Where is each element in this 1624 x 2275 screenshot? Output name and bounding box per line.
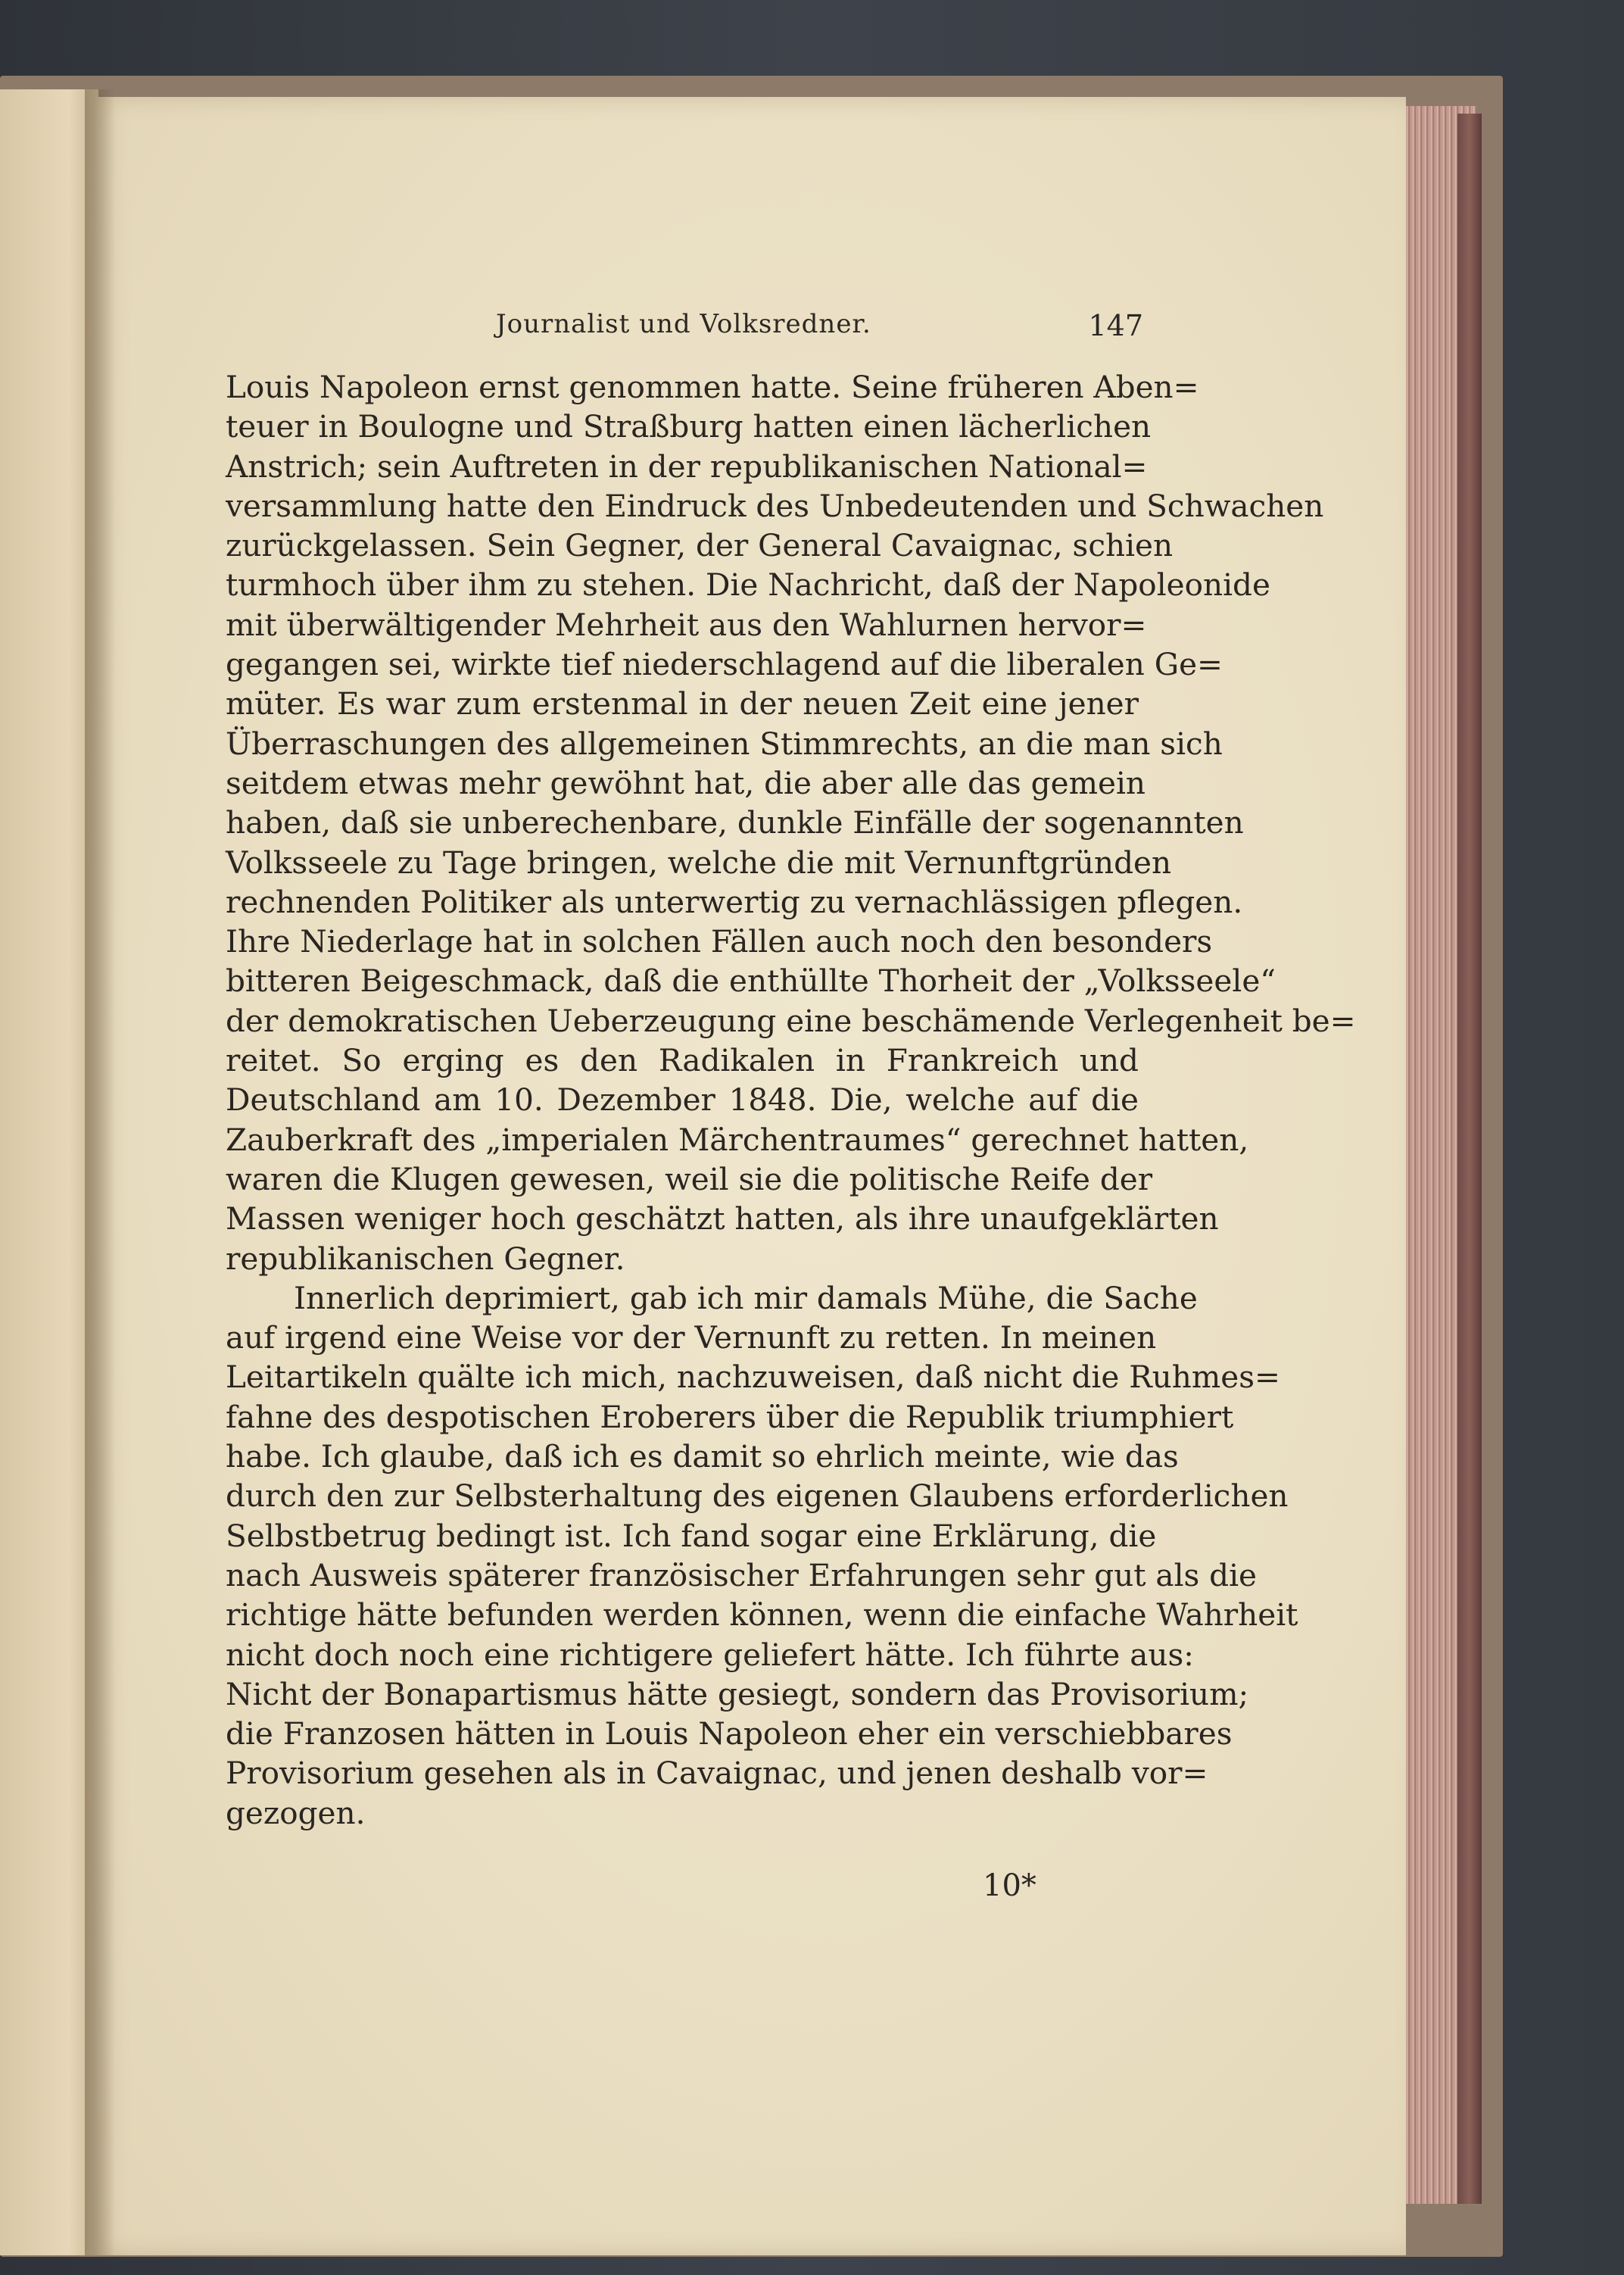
- text-line: Massen weniger hoch geschätzt hatten, als ihre unaufgeklärten: [226, 1200, 1219, 1237]
- text-line: gezogen.: [226, 1794, 366, 1831]
- text-line: durch den zur Selbsterhaltung des eigenen Glaubens erforderlichen: [226, 1478, 1289, 1515]
- gutter-shadow: [85, 89, 115, 2255]
- signature-mark: 10*: [983, 1868, 1036, 1903]
- text-line: die Franzosen hätten in Louis Napoleon eher ein verschiebbares: [226, 1715, 1233, 1752]
- text-line: richtige hätte befunden werden können, wenn die einfache Wahrheit: [226, 1596, 1298, 1634]
- text-line: teuer in Boulogne und Straßburg hatten einen lächerlichen: [226, 408, 1152, 445]
- text-line: zurückgelassen. Sein Gegner, der General Cavaignac, schien: [226, 527, 1174, 564]
- text-line: habe. Ich glaube, daß ich es damit so ehrlich meinte, wie das: [226, 1438, 1179, 1475]
- text-line: mit überwältigender Mehrheit aus den Wahlurnen hervor=: [226, 606, 1147, 643]
- text-line: rechnenden Politiker als unterwertig zu vernachlässigen pflegen.: [226, 883, 1243, 920]
- text-line: bitteren Beigeschmack, daß die enthüllte Thorheit der „Volksseele“: [226, 963, 1276, 1000]
- text-line: Anstrich; sein Auftreten in der republikanischen National=: [226, 448, 1148, 485]
- text-line: Provisorium gesehen als in Cavaignac, und jenen deshalb vor=: [226, 1755, 1208, 1792]
- text-line: seitdem etwas mehr gewöhnt hat, die aber alle das gemein: [226, 764, 1146, 801]
- text-line: haben, daß sie unberechenbare, dunkle Einfälle der sogenannten: [226, 804, 1244, 841]
- text-line: nicht doch noch eine richtigere geliefert hätte. Ich führte aus:: [226, 1636, 1194, 1673]
- text-line: müter. Es war zum erstenmal in der neuen Zeit eine jener: [226, 685, 1139, 722]
- text-line: nach Ausweis späterer französischer Erfahrungen sehr gut als die: [226, 1556, 1258, 1593]
- cover-edge: [1457, 114, 1482, 2204]
- text-line: fahne des despotischen Eroberers über die Republik triumphiert: [226, 1398, 1234, 1435]
- body-text: [226, 367, 1356, 1833]
- text-line: republikanischen Gegner.: [226, 1240, 625, 1277]
- running-title: Journalist und Volksredner.: [496, 309, 871, 339]
- text-line: reitet. So erging es den Radikalen in Frankreich und: [226, 1042, 1139, 1079]
- text-line: auf irgend eine Weise vor der Vernunft zu retten. In meinen: [226, 1319, 1157, 1356]
- text-line: Zauberkraft des „imperialen Märchentraumes“ gerechnet hatten,: [226, 1121, 1249, 1158]
- text-line: Nicht der Bonapartismus hätte gesiegt, sondern das Provisorium;: [226, 1675, 1249, 1712]
- text-line: waren die Klugen gewesen, weil sie die politische Reife der: [226, 1160, 1153, 1197]
- text-line: Deutschland am 10. Dezember 1848. Die, welche auf die: [226, 1081, 1139, 1119]
- left-page-edge: [0, 89, 98, 2255]
- page-header: [477, 309, 1151, 347]
- text-line: gegangen sei, wirkte tief niederschlagend auf die liberalen Ge=: [226, 646, 1223, 683]
- text-line: der demokratischen Ueberzeugung eine beschämende Verlegenheit be=: [226, 1002, 1356, 1039]
- text-line: Volksseele zu Tage bringen, welche die mit Vernunftgründen: [226, 844, 1172, 881]
- text-line: Louis Napoleon ernst genommen hatte. Seine früheren Aben=: [226, 369, 1199, 405]
- page-number: 147: [1088, 309, 1143, 342]
- text-line: Leitartikeln quälte ich mich, nachzuweisen, daß nicht die Ruhmes=: [226, 1359, 1280, 1396]
- text-line: Ihre Niederlage hat in solchen Fällen auch noch den besonders: [226, 923, 1213, 960]
- text-line: Überraschungen des allgemeinen Stimmrechts, an die man sich: [226, 725, 1223, 762]
- text-line: Selbstbetrug bedingt ist. Ich fand sogar eine Erklärung, die: [226, 1517, 1157, 1554]
- text-line: Innerlich deprimiert, gab ich mir damals Mühe, die Sache: [294, 1279, 1198, 1316]
- text-line: versammlung hatte den Eindruck des Unbedeutenden und Schwachen: [226, 487, 1324, 524]
- text-line: turmhoch über ihm zu stehen. Die Nachricht, daß der Napoleonide: [226, 566, 1270, 604]
